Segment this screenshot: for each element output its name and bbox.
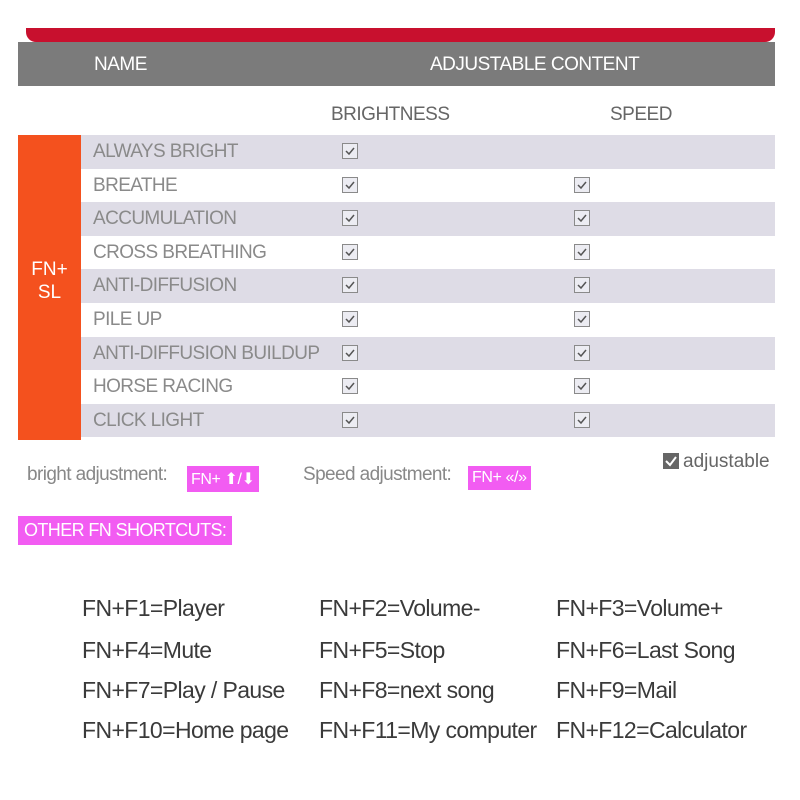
mode-name: HORSE RACING xyxy=(93,376,233,398)
top-accent-bar xyxy=(26,28,775,42)
header-name: NAME xyxy=(94,54,147,75)
speed-adjustment-label: Speed adjustment: xyxy=(303,464,452,485)
mode-name: CROSS BREATHING xyxy=(93,241,267,263)
adjustable-legend xyxy=(663,451,770,473)
shortcut-item: FN+F6=Last Song xyxy=(556,637,735,663)
checkbox-icon xyxy=(663,453,679,469)
brightness-check-icon xyxy=(342,210,358,226)
brightness-check-icon xyxy=(342,177,358,193)
adjustable-label: adjustable xyxy=(683,451,770,472)
shortcut-item: FN+F5=Stop xyxy=(319,637,445,663)
table-row xyxy=(81,370,775,404)
shortcut-item: FN+F1=Player xyxy=(82,595,225,621)
mode-name: PILE UP xyxy=(93,309,162,330)
brightness-down-icon: ⬇︎ xyxy=(241,471,255,488)
shortcut-item: FN+F12=Calculator xyxy=(556,717,747,743)
table-row xyxy=(81,236,775,270)
brightness-check-icon xyxy=(342,244,358,260)
speed-check-icon xyxy=(574,277,590,293)
lighting-mode-table xyxy=(18,42,775,440)
shortcut-item: FN+F7=Play / Pause xyxy=(82,677,285,703)
column-brightness: BRIGHTNESS xyxy=(331,104,450,125)
brightness-check-icon xyxy=(342,378,358,394)
bright-adjustment-keys: FN+ ⬆︎/⬇︎ xyxy=(187,466,259,492)
shortcut-item: FN+F8=next song xyxy=(319,677,495,703)
brightness-check-icon xyxy=(342,345,358,361)
shortcut-item: FN+F3=Volume+ xyxy=(556,595,723,621)
mode-name: ALWAYS BRIGHT xyxy=(93,141,238,162)
table-row xyxy=(81,303,775,337)
table-row xyxy=(81,337,775,371)
table-row xyxy=(81,202,775,236)
table-row xyxy=(81,404,775,438)
speed-check-icon xyxy=(574,210,590,226)
speed-check-icon xyxy=(574,177,590,193)
speed-left-icon: « xyxy=(505,469,515,486)
speed-keys-text: FN+ xyxy=(472,469,502,486)
speed-check-icon xyxy=(574,412,590,428)
brightness-check-icon xyxy=(342,311,358,327)
table-header xyxy=(18,42,775,86)
brightness-up-icon: ⬆︎ xyxy=(224,471,238,488)
bright-keys-text: FN+ xyxy=(191,471,221,488)
mode-name: CLICK LIGHT xyxy=(93,409,204,431)
mode-name: ANTI-DIFFUSION BUILDUP xyxy=(93,342,320,364)
bright-adjustment-label: bright adjustment: xyxy=(27,464,168,485)
speed-adjustment-keys: FN+ «/» xyxy=(468,466,531,490)
mode-name: ACCUMULATION xyxy=(93,208,237,230)
speed-right-icon: » xyxy=(518,469,527,486)
shortcut-item: FN+F9=Mail xyxy=(556,677,677,703)
fn-sl-group-label xyxy=(18,135,81,440)
shortcut-item: FN+F2=Volume- xyxy=(319,595,480,621)
mode-name: ANTI-DIFFUSION xyxy=(93,275,237,297)
table-row xyxy=(81,169,775,203)
brightness-check-icon xyxy=(342,143,358,159)
speed-check-icon xyxy=(574,345,590,361)
brightness-check-icon xyxy=(342,277,358,293)
shortcut-item: FN+F11=My computer xyxy=(319,717,537,743)
shortcut-item: FN+F10=Home page xyxy=(82,717,289,743)
table-row xyxy=(81,269,775,303)
group-line-2: SL xyxy=(37,282,62,303)
column-speed: SPEED xyxy=(610,104,672,125)
table-row xyxy=(81,135,775,169)
header-adjustable-content: ADJUSTABLE CONTENT xyxy=(430,54,640,75)
group-line-1: FN+ xyxy=(31,259,68,280)
other-fn-shortcuts-title: OTHER FN SHORTCUTS: xyxy=(18,516,232,545)
brightness-check-icon xyxy=(342,412,358,428)
speed-check-icon xyxy=(574,244,590,260)
speed-check-icon xyxy=(574,378,590,394)
speed-check-icon xyxy=(574,311,590,327)
shortcut-item: FN+F4=Mute xyxy=(82,637,212,663)
mode-name: BREATHE xyxy=(93,174,178,196)
